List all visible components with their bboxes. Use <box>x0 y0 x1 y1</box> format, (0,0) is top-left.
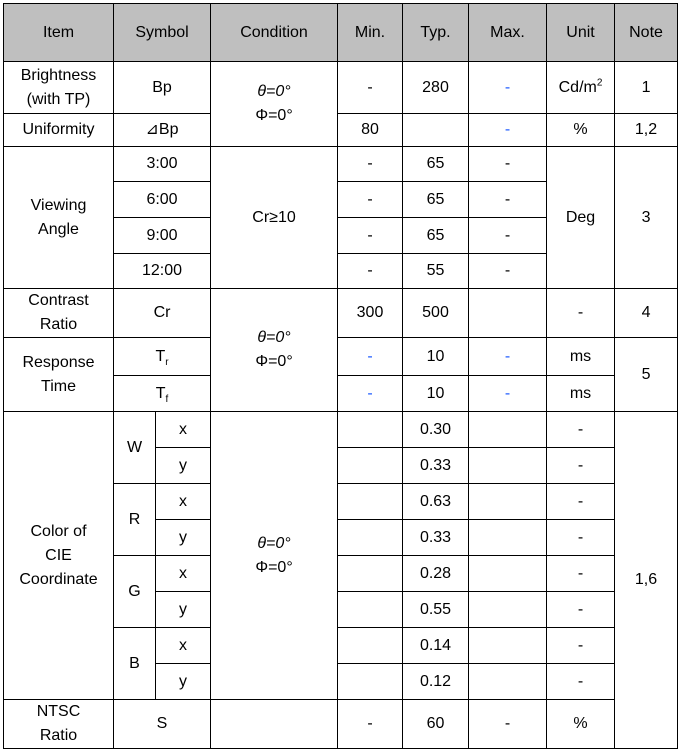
header-min: Min. <box>338 4 403 62</box>
response-min: - <box>338 338 403 376</box>
cie-unit: - <box>547 484 615 520</box>
optical-spec-table <box>3 3 678 749</box>
ntsc-condition <box>211 700 338 749</box>
response-min: - <box>338 376 403 412</box>
uniformity-row <box>4 114 678 147</box>
contrast-min: 300 <box>338 289 403 338</box>
cie-color: R <box>114 484 156 556</box>
response-item-line1: Response <box>22 353 95 371</box>
viewing-min: - <box>338 182 403 218</box>
cie-typ: 0.12 <box>403 664 469 700</box>
response-row <box>4 338 678 376</box>
response-unit: ms <box>547 338 615 376</box>
response-max: - <box>469 338 547 376</box>
cie-item-line3: Coordinate <box>19 570 98 588</box>
cie-axis: x <box>156 484 211 520</box>
response-symbol: $T_r$ <box>114 338 211 376</box>
header-unit: Unit <box>547 4 615 62</box>
uniformity-item: Uniformity <box>4 114 114 147</box>
cie-typ: 0.28 <box>403 556 469 592</box>
condition-theta: θ=0° <box>257 534 291 552</box>
viewing-symbol: 12:00 <box>114 254 211 289</box>
condition-angles-2 <box>211 289 338 412</box>
cie-unit: - <box>547 556 615 592</box>
brightness-item <box>4 62 114 114</box>
cie-item <box>4 412 114 700</box>
ntsc-unit: % <box>547 700 615 749</box>
viewing-typ: 55 <box>403 254 469 289</box>
cie-axis: y <box>156 448 211 484</box>
brightness-min: - <box>338 62 403 114</box>
viewing-typ: 65 <box>403 182 469 218</box>
cie-min <box>338 664 403 700</box>
cie-axis: x <box>156 556 211 592</box>
cie-max <box>469 484 547 520</box>
brightness-item-line2: (with TP) <box>26 90 91 108</box>
condition-phi: Φ=0° <box>255 107 293 124</box>
header-row <box>4 4 678 62</box>
viewing-unit: Deg <box>547 147 615 289</box>
cie-typ: 0.63 <box>403 484 469 520</box>
viewing-note: 3 <box>615 147 678 289</box>
contrast-item <box>4 289 114 338</box>
cie-min <box>338 520 403 556</box>
ntsc-item-line1: NTSC <box>36 703 81 720</box>
response-item-line2: Time <box>41 377 76 395</box>
cie-min <box>338 628 403 664</box>
response-item <box>4 338 114 412</box>
contrast-max <box>469 289 547 338</box>
cie-min <box>338 556 403 592</box>
viewing-item <box>4 147 114 289</box>
cie-min <box>338 412 403 448</box>
ntsc-item-line2: Ratio <box>39 727 78 744</box>
brightness-row <box>4 62 678 114</box>
contrast-symbol: Cr <box>114 289 211 338</box>
viewing-max: - <box>469 218 547 254</box>
header-item: Item <box>4 4 114 62</box>
uniformity-unit: % <box>547 114 615 147</box>
uniformity-typ <box>403 114 469 147</box>
contrast-note: 4 <box>615 289 678 338</box>
cie-row <box>4 412 678 448</box>
contrast-unit: - <box>547 289 615 338</box>
ntsc-row <box>4 700 678 749</box>
contrast-row <box>4 289 678 338</box>
header-note: Note <box>615 4 678 62</box>
uniformity-min: 80 <box>338 114 403 147</box>
viewing-max: - <box>469 147 547 182</box>
contrast-item-line1: Contrast <box>28 292 89 309</box>
condition-cr: Cr≥10 <box>211 147 338 289</box>
brightness-item-line1: Brightness <box>20 66 97 84</box>
contrast-typ: 500 <box>403 289 469 338</box>
cie-max <box>469 520 547 556</box>
condition-phi: Φ=0° <box>255 558 293 576</box>
viewing-min: - <box>338 254 403 289</box>
cie-min <box>338 592 403 628</box>
cie-max <box>469 592 547 628</box>
viewing-item-line1: Viewing <box>30 196 87 214</box>
uniformity-max: - <box>469 114 547 147</box>
brightness-typ: 280 <box>403 62 469 114</box>
viewing-item-line2: Angle <box>38 220 79 238</box>
brightness-note: 1 <box>615 62 678 114</box>
brightness-max: - <box>469 62 547 114</box>
cie-item-line2: CIE <box>45 546 72 564</box>
cie-axis: y <box>156 592 211 628</box>
viewing-typ: 65 <box>403 218 469 254</box>
cie-max <box>469 556 547 592</box>
brightness-unit: $Cd/m^2$ <box>547 62 615 114</box>
cie-typ: 0.55 <box>403 592 469 628</box>
cie-axis: x <box>156 412 211 448</box>
cie-unit: - <box>547 520 615 556</box>
condition-phi: Φ=0° <box>255 353 293 370</box>
condition-theta: θ=0° <box>257 329 291 346</box>
cie-color: B <box>114 628 156 700</box>
cie-axis: y <box>156 520 211 556</box>
cie-note: 1,6 <box>615 412 678 749</box>
ntsc-item <box>4 700 114 749</box>
cie-max <box>469 412 547 448</box>
ntsc-min: - <box>338 700 403 749</box>
viewing-max: - <box>469 254 547 289</box>
cie-typ: 0.33 <box>403 448 469 484</box>
cie-unit: - <box>547 664 615 700</box>
viewing-typ: 65 <box>403 147 469 182</box>
cie-color: W <box>114 412 156 484</box>
condition-angles-1 <box>211 62 338 147</box>
viewing-max: - <box>469 182 547 218</box>
ntsc-typ: 60 <box>403 700 469 749</box>
response-symbol: $T_f$ <box>114 376 211 412</box>
cie-color: G <box>114 556 156 628</box>
viewing-symbol: 9:00 <box>114 218 211 254</box>
cie-min <box>338 448 403 484</box>
cie-item-line1: Color of <box>30 522 87 540</box>
cie-unit: - <box>547 628 615 664</box>
cie-axis: y <box>156 664 211 700</box>
cie-max <box>469 628 547 664</box>
response-typ: 10 <box>403 376 469 412</box>
cie-typ: 0.30 <box>403 412 469 448</box>
response-max: - <box>469 376 547 412</box>
uniformity-note: 1,2 <box>615 114 678 147</box>
cie-unit: - <box>547 592 615 628</box>
cie-unit: - <box>547 412 615 448</box>
header-condition: Condition <box>211 4 338 62</box>
cie-axis: x <box>156 628 211 664</box>
header-typ: Typ. <box>403 4 469 62</box>
viewing-min: - <box>338 218 403 254</box>
cie-typ: 0.14 <box>403 628 469 664</box>
condition-theta: θ=0° <box>257 83 291 100</box>
viewing-symbol: 3:00 <box>114 147 211 182</box>
ntsc-symbol: S <box>114 700 211 749</box>
brightness-symbol: Bp <box>114 62 211 114</box>
viewing-min: - <box>338 147 403 182</box>
header-symbol: Symbol <box>114 4 211 62</box>
contrast-item-line2: Ratio <box>39 316 78 333</box>
cie-min <box>338 484 403 520</box>
ntsc-max: - <box>469 700 547 749</box>
uniformity-symbol: ⊿Bp <box>114 114 211 147</box>
cie-typ: 0.33 <box>403 520 469 556</box>
header-max: Max. <box>469 4 547 62</box>
response-unit: ms <box>547 376 615 412</box>
cie-max <box>469 448 547 484</box>
response-note: 5 <box>615 338 678 412</box>
cie-max <box>469 664 547 700</box>
cie-unit: - <box>547 448 615 484</box>
condition-angles-3 <box>211 412 338 700</box>
viewing-row <box>4 147 678 182</box>
response-typ: 10 <box>403 338 469 376</box>
viewing-symbol: 6:00 <box>114 182 211 218</box>
